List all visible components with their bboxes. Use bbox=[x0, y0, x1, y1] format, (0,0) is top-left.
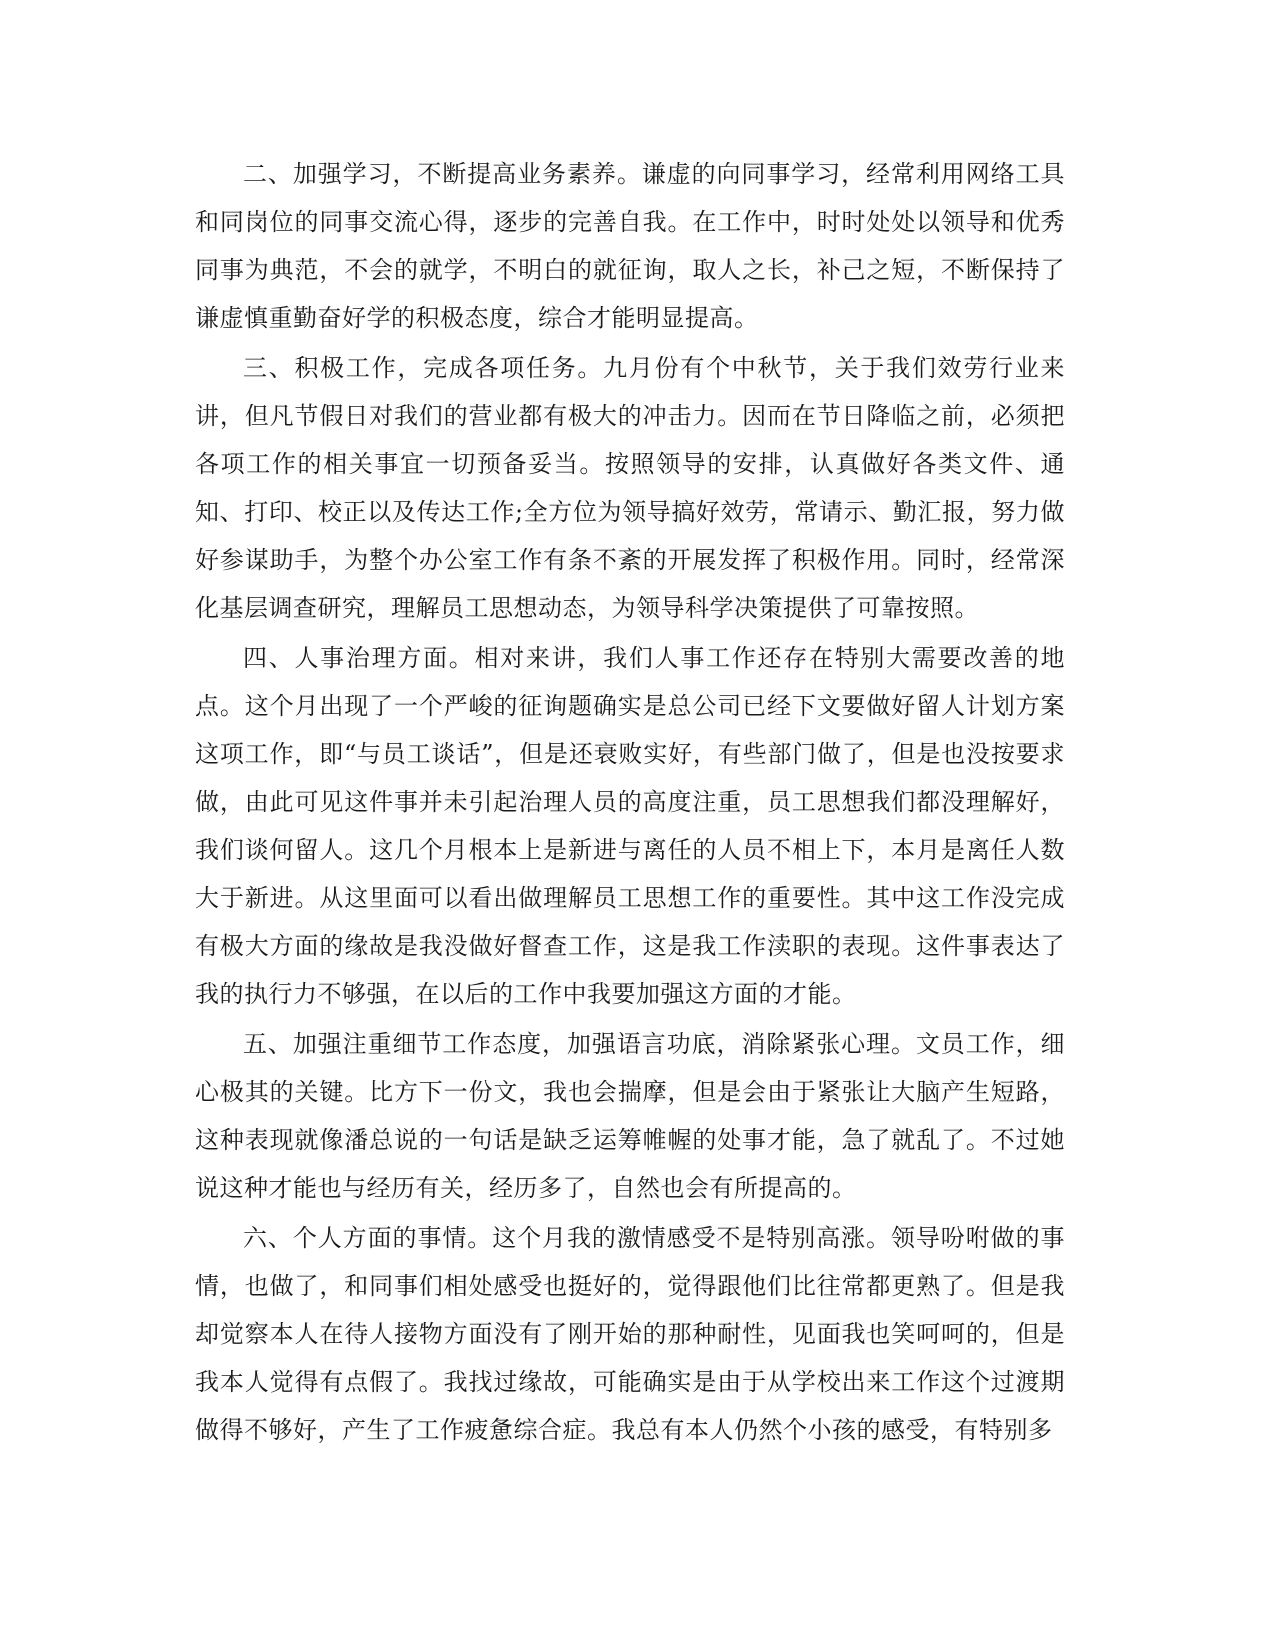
paragraph-personnel: 四、人事治理方面。相对来讲，我们人事工作还存在特别大需要改善的地点。这个月出现了一个严峻的征询题确实是总公司已经下文要做好留人计划方案这项工作，即“与员工谈话”，但是还衰败实好，有些部门做了，但是也没按要求做，由此可见这件事并未引起治理人员的高度注重，员工思想我们都没理解好，我们谈何留人。这几个月根本上是新进与离任的人员不相上下，本月是离任人数大于新进。从这里面可以看出做理解员工思想工作的重要性。其中这工作没完成有极大方面的缘故是我没做好督查工作，这是我工作渎职的表现。这件事表达了我的执行力不够强，在以后的工作中我要加强这方面的才能。 bbox=[195, 644, 1065, 1008]
paragraph-details: 五、加强注重细节工作态度，加强语言功底，消除紧张心理。文员工作，细心极其的关键。比方下一份文，我也会揣摩，但是会由于紧张让大脑产生短路，这种表现就像潘总说的一句话是缺乏运筹帷幄的处事才能，急了就乱了。不过她说这种才能也与经历有关，经历多了，自然也会有所提高的。 bbox=[195, 1030, 1065, 1202]
paragraph-work-tasks: 三、积极工作，完成各项任务。九月份有个中秋节，关于我们效劳行业来讲，但凡节假日对我们的营业都有极大的冲击力。因而在节日降临之前，必须把各项工作的相关事宜一切预备妥当。按照领导的安排，认真做好各类文件、通知、打印、校正以及传达工作;全方位为领导搞好效劳，常请示、勤汇报，努力做好参谋助手，为整个办公室工作有条不紊的开展发挥了积极作用。同时，经常深化基层调查研究，理解员工思想动态，为领导科学决策提供了可靠按照。 bbox=[195, 354, 1065, 622]
paragraph-personal: 六、个人方面的事情。这个月我的激情感受不是特别高涨。领导吩咐做的事情，也做了，和同事们相处感受也挺好的，觉得跟他们比往常都更熟了。但是我却觉察本人在待人接物方面没有了刚开始的那种耐性，见面我也笑呵呵的，但是我本人觉得有点假了。我找过缘故，可能确实是由于从学校出来工作这个过渡期做得不够好，产生了工作疲惫综合症。我总有本人仍然个小孩的感受，有特别多 bbox=[195, 1224, 1065, 1444]
document-body bbox=[195, 150, 1065, 1456]
paragraph-study: 二、加强学习，不断提高业务素养。谦虚的向同事学习，经常利用网络工具和同岗位的同事交流心得，逐步的完善自我。在工作中，时时处处以领导和优秀同事为典范，不会的就学，不明白的就征询，取人之长，补己之短，不断保持了谦虚慎重勤奋好学的积极态度，综合才能明显提高。 bbox=[195, 160, 1065, 332]
